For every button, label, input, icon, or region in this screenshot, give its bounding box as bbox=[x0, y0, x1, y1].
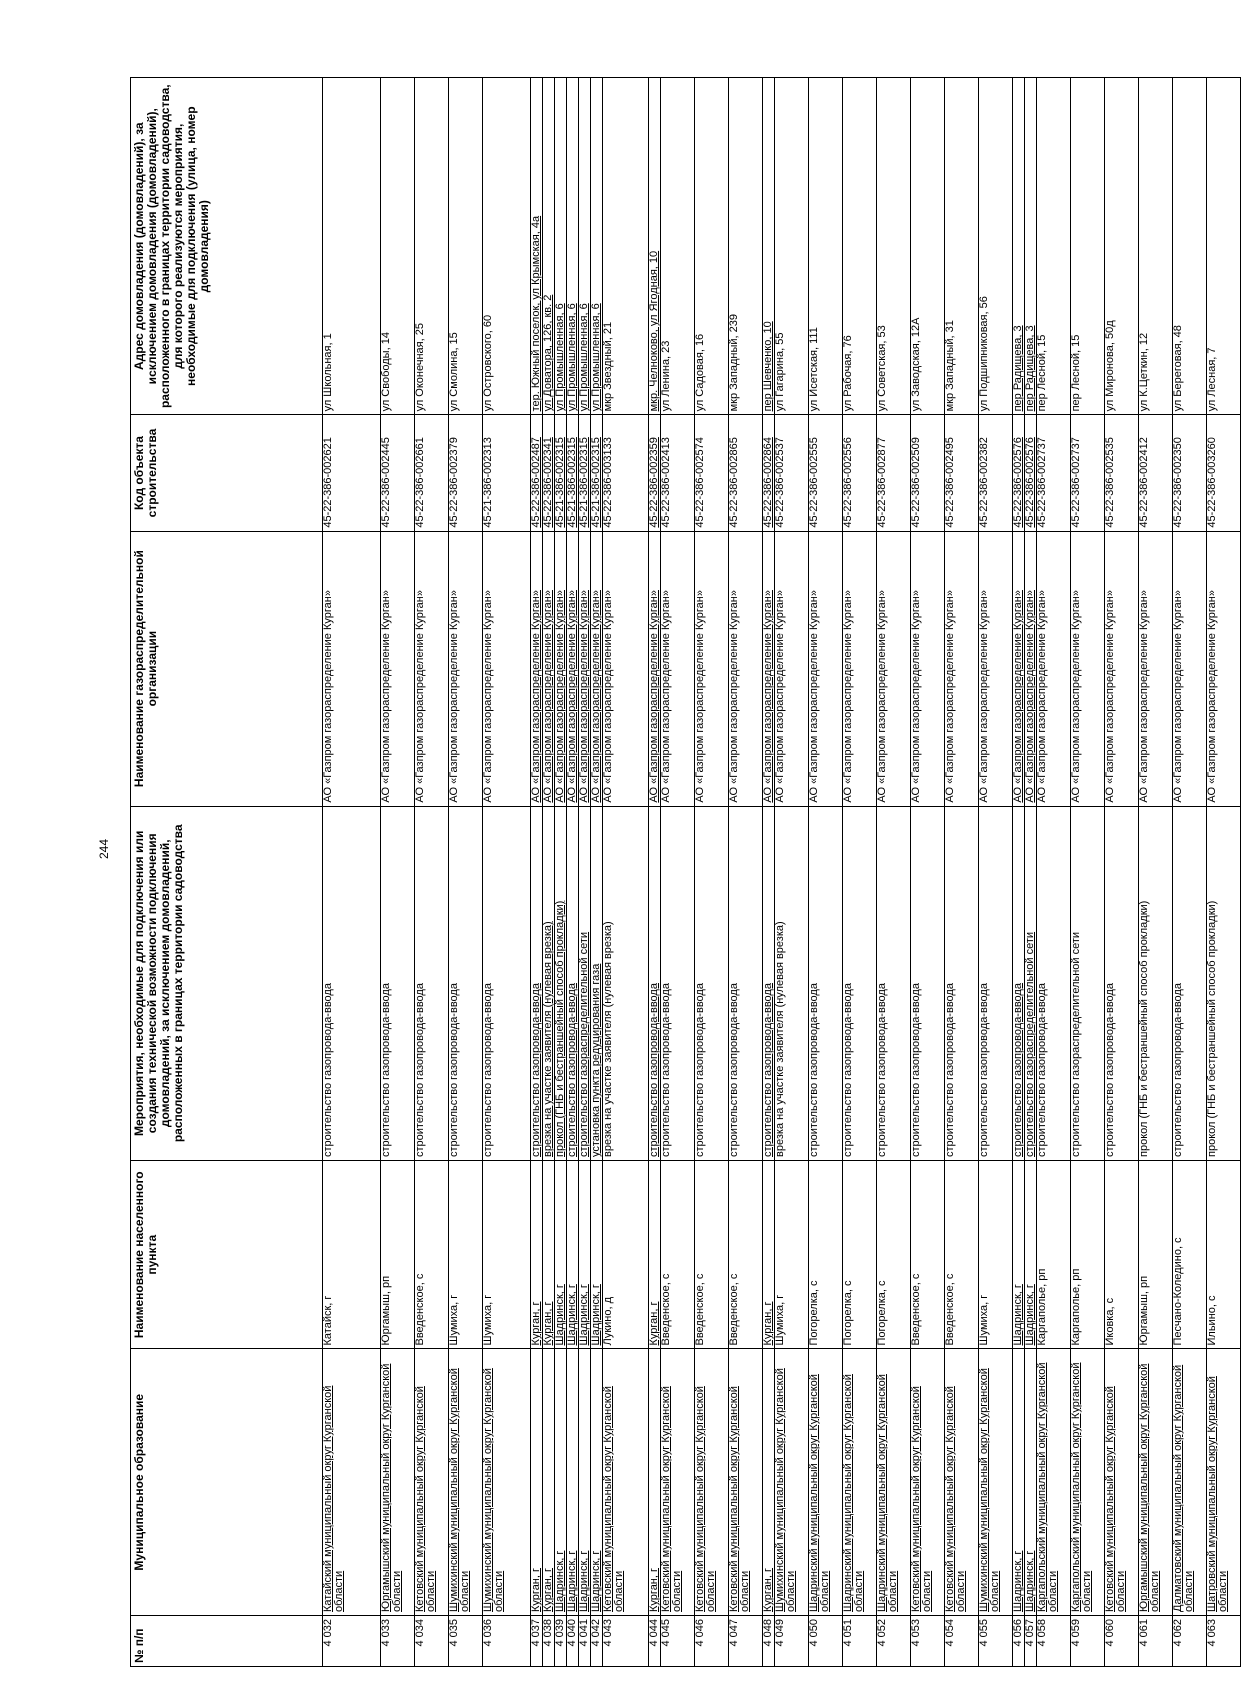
cell-address: ул Заводская, 12А bbox=[911, 78, 945, 415]
cell-address: ул Лесная, 7 bbox=[1207, 78, 1241, 415]
cell-measure: строительство газопровода-ввода bbox=[1105, 806, 1139, 1160]
cell-gas-org: АО «Газпром газораспределение Курган» bbox=[979, 531, 1013, 806]
cell-municipality: Юргамышский муниципальный округ Курганской области bbox=[381, 1349, 415, 1615]
cell-municipality: Шатровский муниципальный округ Курганской области bbox=[1207, 1349, 1241, 1615]
cell-settlement: Введенское, с bbox=[415, 1160, 449, 1349]
cell-object-code: 45-22-386-002737 bbox=[1071, 415, 1105, 531]
cell-measure: строительство газопровода-ввода bbox=[661, 806, 695, 1160]
cell-num: 4 054 bbox=[945, 1615, 979, 1666]
cell-measure: строительство газопровода-ввода bbox=[483, 806, 531, 1160]
cell-gas-org: АО «Газпром газораспределение Курган» bbox=[449, 531, 483, 806]
cell-num: 4 062 bbox=[1173, 1615, 1207, 1666]
cell-settlement: Введенское, с bbox=[695, 1160, 729, 1349]
cell-address: пер Лесной, 15 bbox=[1037, 78, 1071, 415]
cell-object-code: 45-21-386-002315 bbox=[567, 415, 579, 531]
cell-object-code: 45-22-386-002574 bbox=[695, 415, 729, 531]
page-number: 244 bbox=[97, 838, 111, 860]
cell-object-code: 45-22-386-002877 bbox=[877, 415, 911, 531]
cell-gas-org: АО «Газпром газораспределение Курган» bbox=[1207, 531, 1241, 806]
cell-object-code: 45-22-386-002379 bbox=[449, 415, 483, 531]
cell-num: 4 046 bbox=[695, 1615, 729, 1666]
cell-num: 4 053 bbox=[911, 1615, 945, 1666]
cell-num: 4 041 bbox=[579, 1615, 591, 1666]
cell-object-code: 45-22-386-002412 bbox=[1139, 415, 1173, 531]
cell-municipality: Кетовский муниципальный округ Курганской области bbox=[911, 1349, 945, 1615]
cell-gas-org: АО «Газпром газораспределение Курган» bbox=[877, 531, 911, 806]
cell-num: 4 045 bbox=[661, 1615, 695, 1666]
cell-object-code: 45-22-386-002359 bbox=[649, 415, 661, 531]
cell-municipality: Каргапольский муниципальный округ Курганской области bbox=[1037, 1349, 1071, 1615]
cell-settlement: Шадринск, г bbox=[1025, 1160, 1037, 1349]
cell-address: ул Доватора, 126, кв. 2 bbox=[543, 78, 555, 415]
cell-num: 4 048 bbox=[763, 1615, 775, 1666]
cell-gas-org: АО «Газпром газораспределение Курган» bbox=[1105, 531, 1139, 806]
cell-num: 4 034 bbox=[415, 1615, 449, 1666]
cell-municipality: Шадринский муниципальный округ Курганской области bbox=[809, 1349, 843, 1615]
cell-gas-org: АО «Газпром газораспределение Курган» bbox=[763, 531, 775, 806]
cell-municipality: Кетовский муниципальный округ Курганской области bbox=[729, 1349, 763, 1615]
table-row bbox=[1139, 78, 1173, 1667]
table-body bbox=[323, 78, 1241, 1667]
cell-measure: строительство газораспределительной сети bbox=[1071, 806, 1105, 1160]
header-gas-org: Наименование газораспределительной организации bbox=[131, 531, 323, 806]
cell-gas-org: АО «Газпром газораспределение Курган» bbox=[649, 531, 661, 806]
cell-settlement: Курган, г bbox=[531, 1160, 543, 1349]
cell-settlement: Введенское, с bbox=[945, 1160, 979, 1349]
cell-object-code: 45-21-386-002313 bbox=[483, 415, 531, 531]
cell-object-code: 45-22-386-002555 bbox=[809, 415, 843, 531]
rotated-table-wrapper bbox=[130, 77, 1229, 1667]
table-row bbox=[843, 78, 877, 1667]
cell-settlement: Шадринск, г bbox=[591, 1160, 603, 1349]
cell-gas-org: АО «Газпром газораспределение Курган» bbox=[415, 531, 449, 806]
cell-measure: врезка на участке заявителя (нулевая врезка) bbox=[543, 806, 555, 1160]
cell-num: 4 037 bbox=[531, 1615, 543, 1666]
cell-settlement: Погорелка, с bbox=[843, 1160, 877, 1349]
cell-settlement: Введенское, с bbox=[729, 1160, 763, 1349]
cell-gas-org: АО «Газпром газораспределение Курган» bbox=[1025, 531, 1037, 806]
cell-gas-org: АО «Газпром газораспределение Курган» bbox=[843, 531, 877, 806]
cell-measure: строительство газораспределительной сети bbox=[1025, 806, 1037, 1160]
cell-num: 4 033 bbox=[381, 1615, 415, 1666]
cell-gas-org: АО «Газпром газораспределение Курган» bbox=[1013, 531, 1025, 806]
cell-settlement: Курган, г bbox=[763, 1160, 775, 1349]
cell-num: 4 035 bbox=[449, 1615, 483, 1666]
cell-settlement: Каргаполье, рп bbox=[1037, 1160, 1071, 1349]
cell-settlement: Курган, г bbox=[543, 1160, 555, 1349]
cell-gas-org: АО «Газпром газораспределение Курган» bbox=[1139, 531, 1173, 806]
table-row bbox=[603, 78, 649, 1667]
cell-gas-org: АО «Газпром газораспределение Курган» bbox=[911, 531, 945, 806]
cell-measure: прокол (ГНБ и бестраншейный способ прокладки) bbox=[555, 806, 567, 1160]
cell-gas-org: АО «Газпром газораспределение Курган» bbox=[381, 531, 415, 806]
cell-address: ул Советская, 53 bbox=[877, 78, 911, 415]
cell-address: мкр. Челноково, ул Ягодная, 10 bbox=[649, 78, 661, 415]
cell-settlement: Шадринск, г bbox=[1013, 1160, 1025, 1349]
cell-address: ул К.Цеткин, 12 bbox=[1139, 78, 1173, 415]
cell-settlement: Шумиха, г bbox=[483, 1160, 531, 1349]
cell-address: мкр Звездный, 21 bbox=[603, 78, 649, 415]
cell-settlement: Песчано-Коледино, с bbox=[1173, 1160, 1207, 1349]
cell-object-code: 45-22-386-002865 bbox=[729, 415, 763, 531]
cell-settlement: Шадринск, г bbox=[567, 1160, 579, 1349]
table-row bbox=[1037, 78, 1071, 1667]
cell-measure: строительство газопровода-ввода bbox=[695, 806, 729, 1160]
table-row bbox=[1105, 78, 1139, 1667]
cell-measure: строительство газораспределительной сети bbox=[579, 806, 591, 1160]
cell-measure: строительство газопровода-ввода bbox=[1173, 806, 1207, 1160]
table-row bbox=[579, 78, 591, 1667]
cell-num: 4 049 bbox=[775, 1615, 809, 1666]
cell-gas-org: АО «Газпром газораспределение Курган» bbox=[1071, 531, 1105, 806]
cell-gas-org: АО «Газпром газораспределение Курган» bbox=[555, 531, 567, 806]
cell-municipality: Шадринск, г bbox=[555, 1349, 567, 1615]
cell-municipality: Кетовский муниципальный округ Курганской области bbox=[945, 1349, 979, 1615]
table-row bbox=[555, 78, 567, 1667]
cell-measure: строительство газопровода-ввода bbox=[843, 806, 877, 1160]
cell-municipality: Кетовский муниципальный округ Курганской области bbox=[415, 1349, 449, 1615]
cell-num: 4 057 bbox=[1025, 1615, 1037, 1666]
table-row bbox=[543, 78, 555, 1667]
cell-object-code: 45-22-386-002576 bbox=[1013, 415, 1025, 531]
table-row bbox=[531, 78, 543, 1667]
cell-municipality: Шадринский муниципальный округ Курганской области bbox=[877, 1349, 911, 1615]
cell-num: 4 038 bbox=[543, 1615, 555, 1666]
cell-measure: строительство газопровода-ввода bbox=[877, 806, 911, 1160]
cell-num: 4 060 bbox=[1105, 1615, 1139, 1666]
cell-settlement: Введенское, с bbox=[911, 1160, 945, 1349]
cell-measure: строительство газопровода-ввода bbox=[567, 806, 579, 1160]
cell-settlement: Иковка, с bbox=[1105, 1160, 1139, 1349]
cell-measure: строительство газопровода-ввода bbox=[649, 806, 661, 1160]
cell-settlement: Каргаполье, рп bbox=[1071, 1160, 1105, 1349]
cell-num: 4 039 bbox=[555, 1615, 567, 1666]
cell-gas-org: АО «Газпром газораспределение Курган» bbox=[591, 531, 603, 806]
table-row bbox=[729, 78, 763, 1667]
table-row bbox=[1025, 78, 1037, 1667]
cell-measure: строительство газопровода-ввода bbox=[979, 806, 1013, 1160]
cell-measure: строительство газопровода-ввода bbox=[945, 806, 979, 1160]
cell-address: ул Рабочая, 76 bbox=[843, 78, 877, 415]
cell-municipality: Шадринский муниципальный округ Курганской области bbox=[843, 1349, 877, 1615]
cell-measure: строительство газопровода-ввода bbox=[415, 806, 449, 1160]
header-municipality: Муниципальное образование bbox=[131, 1349, 323, 1615]
cell-municipality: Кетовский муниципальный округ Курганской области bbox=[1105, 1349, 1139, 1615]
cell-settlement: Лукино, д bbox=[603, 1160, 649, 1349]
cell-num: 4 058 bbox=[1037, 1615, 1071, 1666]
table-row bbox=[763, 78, 775, 1667]
cell-address: ул Ленина, 23 bbox=[661, 78, 695, 415]
cell-municipality: Кетовский муниципальный округ Курганской области bbox=[603, 1349, 649, 1615]
cell-num: 4 047 bbox=[729, 1615, 763, 1666]
cell-gas-org: АО «Газпром газораспределение Курган» bbox=[603, 531, 649, 806]
cell-num: 4 056 bbox=[1013, 1615, 1025, 1666]
cell-measure: строительство газопровода-ввода bbox=[1013, 806, 1025, 1160]
cell-gas-org: АО «Газпром газораспределение Курган» bbox=[775, 531, 809, 806]
cell-municipality: Курган, г bbox=[531, 1349, 543, 1615]
table-row bbox=[1207, 78, 1241, 1667]
header-measures: Мероприятия, необходимые для подключения или создания технической возможности подключения домовладений, за исключением домовладений, расположенных в границах территории садоводства bbox=[131, 806, 323, 1160]
cell-settlement: Юргамыш, рп bbox=[1139, 1160, 1173, 1349]
cell-num: 4 052 bbox=[877, 1615, 911, 1666]
cell-municipality: Далматовский муниципальный округ Курганской области bbox=[1173, 1349, 1207, 1615]
cell-num: 4 042 bbox=[591, 1615, 603, 1666]
cell-object-code: 45-22-386-002864 bbox=[763, 415, 775, 531]
cell-gas-org: АО «Газпром газораспределение Курган» bbox=[1037, 531, 1071, 806]
cell-address: мкр Западный, 239 bbox=[729, 78, 763, 415]
cell-address: ул Подшипниковая, 56 bbox=[979, 78, 1013, 415]
table-row bbox=[1173, 78, 1207, 1667]
cell-object-code: 45-21-386-002315 bbox=[591, 415, 603, 531]
cell-gas-org: АО «Газпром газораспределение Курган» bbox=[531, 531, 543, 806]
table-row bbox=[381, 78, 415, 1667]
cell-municipality: Курган, г bbox=[543, 1349, 555, 1615]
cell-address: ул Садовая, 16 bbox=[695, 78, 729, 415]
cell-measure: строительство газопровода-ввода bbox=[763, 806, 775, 1160]
cell-gas-org: АО «Газпром газораспределение Курган» bbox=[1173, 531, 1207, 806]
gasification-table bbox=[130, 77, 1241, 1667]
cell-measure: строительство газопровода-ввода bbox=[1037, 806, 1071, 1160]
cell-address: ул Промышленная, 6 bbox=[555, 78, 567, 415]
cell-address: ул Промышленная, 6 bbox=[579, 78, 591, 415]
table-row bbox=[415, 78, 449, 1667]
cell-municipality: Шадринск, г bbox=[591, 1349, 603, 1615]
header-address: Адрес домовладения (домовладений), за исключением домовладения (домовладений), расположенного в границах территории садоводства, для которого реализуются мероприятия, необходимые для подключения (улица, номер домовладения) bbox=[131, 78, 323, 415]
table-row bbox=[483, 78, 531, 1667]
cell-gas-org: АО «Газпром газораспределение Курган» bbox=[579, 531, 591, 806]
table-row bbox=[1013, 78, 1025, 1667]
header-object-code: Код объекта строительства bbox=[131, 415, 323, 531]
table-row bbox=[979, 78, 1013, 1667]
table-row bbox=[567, 78, 579, 1667]
table-row bbox=[809, 78, 843, 1667]
cell-object-code: 45-22-386-002537 bbox=[775, 415, 809, 531]
cell-num: 4 051 bbox=[843, 1615, 877, 1666]
cell-address: ул Исетская, 111 bbox=[809, 78, 843, 415]
cell-municipality: Шумихинский муниципальный округ Курганской области bbox=[449, 1349, 483, 1615]
cell-address: мкр Западный, 31 bbox=[945, 78, 979, 415]
cell-address: пер Лесной, 15 bbox=[1071, 78, 1105, 415]
table-header-row bbox=[131, 78, 323, 1667]
cell-municipality: Шадринск, г bbox=[1013, 1349, 1025, 1615]
cell-municipality: Курган, г bbox=[763, 1349, 775, 1615]
cell-measure: врезка на участке заявителя (нулевая врезка) bbox=[603, 806, 649, 1160]
header-settlement: Наименование населенного пункта bbox=[131, 1160, 323, 1349]
cell-municipality: Кетовский муниципальный округ Курганской области bbox=[661, 1349, 695, 1615]
cell-num: 4 050 bbox=[809, 1615, 843, 1666]
cell-address: ул Гагарина, 55 bbox=[775, 78, 809, 415]
cell-settlement: Погорелка, с bbox=[877, 1160, 911, 1349]
cell-gas-org: АО «Газпром газораспределение Курган» bbox=[729, 531, 763, 806]
cell-object-code: 45-22-386-002535 bbox=[1105, 415, 1139, 531]
cell-settlement: Катайск, г bbox=[323, 1160, 381, 1349]
cell-settlement: Шадринск, г bbox=[579, 1160, 591, 1349]
cell-settlement: Шумиха, г bbox=[979, 1160, 1013, 1349]
cell-address: ул Промышленная, 6 bbox=[591, 78, 603, 415]
cell-gas-org: АО «Газпром газораспределение Курган» bbox=[567, 531, 579, 806]
cell-municipality: Шумихинский муниципальный округ Курганской области bbox=[775, 1349, 809, 1615]
cell-object-code: 45-22-386-002413 bbox=[661, 415, 695, 531]
cell-measure: строительство газопровода-ввода bbox=[449, 806, 483, 1160]
cell-object-code: 45-22-386-002487 bbox=[531, 415, 543, 531]
cell-measure: строительство газопровода-ввода bbox=[381, 806, 415, 1160]
cell-settlement: Введенское, с bbox=[661, 1160, 695, 1349]
cell-measure: строительство газопровода-ввода bbox=[531, 806, 543, 1160]
cell-municipality: Юргамышский муниципальный округ Курганской области bbox=[1139, 1349, 1173, 1615]
table-row bbox=[775, 78, 809, 1667]
cell-municipality: Катайский муниципальный округ Курганской области bbox=[323, 1349, 381, 1615]
table-row bbox=[449, 78, 483, 1667]
cell-measure: строительство газопровода-ввода bbox=[809, 806, 843, 1160]
table-row bbox=[695, 78, 729, 1667]
cell-num: 4 063 bbox=[1207, 1615, 1241, 1666]
cell-settlement: Курган, г bbox=[649, 1160, 661, 1349]
cell-gas-org: АО «Газпром газораспределение Курган» bbox=[661, 531, 695, 806]
cell-num: 4 061 bbox=[1139, 1615, 1173, 1666]
cell-address: ул Береговая, 48 bbox=[1173, 78, 1207, 415]
cell-object-code: 45-22-386-002621 bbox=[323, 415, 381, 531]
cell-gas-org: АО «Газпром газораспределение Курган» bbox=[809, 531, 843, 806]
cell-object-code: 45-22-386-002341 bbox=[543, 415, 555, 531]
cell-address: пер Радищева, 3 bbox=[1025, 78, 1037, 415]
cell-object-code: 45-22-386-002576 bbox=[1025, 415, 1037, 531]
cell-object-code: 45-22-386-002495 bbox=[945, 415, 979, 531]
cell-gas-org: АО «Газпром газораспределение Курган» bbox=[945, 531, 979, 806]
cell-gas-org: АО «Газпром газораспределение Курган» bbox=[543, 531, 555, 806]
cell-object-code: 45-22-386-002509 bbox=[911, 415, 945, 531]
table-row bbox=[911, 78, 945, 1667]
cell-municipality: Каргапольский муниципальный округ Курганской области bbox=[1071, 1349, 1105, 1615]
cell-settlement: Шумиха, г bbox=[775, 1160, 809, 1349]
cell-measure: прокол (ГНБ и бестраншейный способ прокладки) bbox=[1207, 806, 1241, 1160]
cell-object-code: 45-22-386-002737 bbox=[1037, 415, 1071, 531]
cell-settlement: Шумиха, г bbox=[449, 1160, 483, 1349]
cell-gas-org: АО «Газпром газораспределение Курган» bbox=[323, 531, 381, 806]
cell-num: 4 055 bbox=[979, 1615, 1013, 1666]
cell-municipality: Шадринск, г bbox=[1025, 1349, 1037, 1615]
cell-num: 4 059 bbox=[1071, 1615, 1105, 1666]
cell-address: ул Островского, 60 bbox=[483, 78, 531, 415]
cell-municipality: Кетовский муниципальный округ Курганской области bbox=[695, 1349, 729, 1615]
cell-address: ул Оконечная, 25 bbox=[415, 78, 449, 415]
cell-object-code: 45-22-386-002445 bbox=[381, 415, 415, 531]
table-row bbox=[591, 78, 603, 1667]
cell-measure: строительство газопровода-ввода bbox=[323, 806, 381, 1160]
table-row bbox=[649, 78, 661, 1667]
cell-object-code: 45-21-386-002315 bbox=[555, 415, 567, 531]
cell-num: 4 044 bbox=[649, 1615, 661, 1666]
table-row bbox=[1071, 78, 1105, 1667]
cell-address: тер. Южный поселок, ул Крымская, 4а bbox=[531, 78, 543, 415]
table-row bbox=[323, 78, 381, 1667]
cell-municipality: Шумихинский муниципальный округ Курганской области bbox=[483, 1349, 531, 1615]
cell-object-code: 45-22-386-003133 bbox=[603, 415, 649, 531]
cell-settlement: Юргамыш, рп bbox=[381, 1160, 415, 1349]
cell-num: 4 043 bbox=[603, 1615, 649, 1666]
cell-gas-org: АО «Газпром газораспределение Курган» bbox=[695, 531, 729, 806]
table-row bbox=[877, 78, 911, 1667]
cell-measure: строительство газопровода-ввода bbox=[911, 806, 945, 1160]
header-num: № п/п bbox=[131, 1615, 323, 1666]
cell-address: ул Школьная, 1 bbox=[323, 78, 381, 415]
cell-address: ул Свободы, 14 bbox=[381, 78, 415, 415]
cell-address: пер Шевченко, 10 bbox=[763, 78, 775, 415]
cell-object-code: 45-22-386-002350 bbox=[1173, 415, 1207, 531]
cell-municipality: Шадринск, г bbox=[567, 1349, 579, 1615]
cell-address: ул Промышленная, 6 bbox=[567, 78, 579, 415]
cell-object-code: 45-22-386-002382 bbox=[979, 415, 1013, 531]
cell-num: 4 036 bbox=[483, 1615, 531, 1666]
cell-gas-org: АО «Газпром газораспределение Курган» bbox=[483, 531, 531, 806]
cell-settlement: Шадринск, г bbox=[555, 1160, 567, 1349]
table-row bbox=[945, 78, 979, 1667]
cell-object-code: 45-22-386-003260 bbox=[1207, 415, 1241, 531]
cell-num: 4 032 bbox=[323, 1615, 381, 1666]
table-row bbox=[661, 78, 695, 1667]
cell-address: пер Радищева, 3 bbox=[1013, 78, 1025, 415]
cell-measure: установка пункта редуцирования газа bbox=[591, 806, 603, 1160]
cell-object-code: 45-22-386-002661 bbox=[415, 415, 449, 531]
cell-settlement: Ильино, с bbox=[1207, 1160, 1241, 1349]
cell-address: ул Миронова, 50д bbox=[1105, 78, 1139, 415]
cell-num: 4 040 bbox=[567, 1615, 579, 1666]
cell-measure: прокол (ГНБ и бестраншейный способ прокладки) bbox=[1139, 806, 1173, 1160]
cell-measure: врезка на участке заявителя (нулевая врезка) bbox=[775, 806, 809, 1160]
cell-municipality: Курган, г bbox=[649, 1349, 661, 1615]
cell-settlement: Погорелка, с bbox=[809, 1160, 843, 1349]
cell-municipality: Шадринск, г bbox=[579, 1349, 591, 1615]
cell-measure: строительство газопровода-ввода bbox=[729, 806, 763, 1160]
cell-municipality: Шумихинский муниципальный округ Курганской области bbox=[979, 1349, 1013, 1615]
cell-object-code: 45-22-386-002556 bbox=[843, 415, 877, 531]
cell-object-code: 45-21-386-002315 bbox=[579, 415, 591, 531]
cell-address: ул Смолина, 15 bbox=[449, 78, 483, 415]
